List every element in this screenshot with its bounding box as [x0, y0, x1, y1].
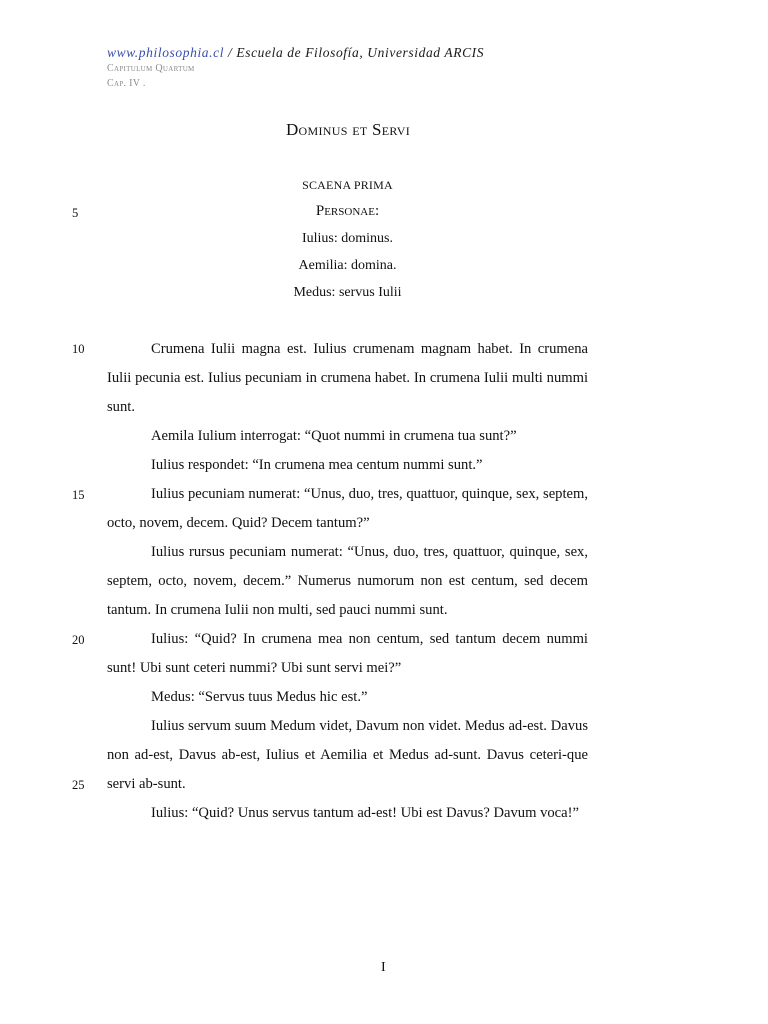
paragraph: Aemila Iulium interrogat: “Quot nummi in crumena tua sunt?”: [151, 428, 517, 444]
paragraph: Iulius: “Quid? In crumena mea non centum, sed tantum decem nummi sunt! Ubi sunt ceteri nummi? Ubi sunt servi mei?”: [107, 631, 588, 676]
page-number: I: [381, 960, 386, 975]
header-separator: /: [224, 45, 237, 60]
paragraph: Iulius rursus pecuniam numerat: “Unus, duo, tres, quattuor, quinque, sex, septem, octo, novem, decem.” Numerus numorum non est centum, sed decem tantum. In crumena Iulii non multi, sed pauci nummi sunt.: [107, 544, 588, 618]
cast-item: Iulius: dominus.: [301, 231, 393, 246]
line-number: 10: [72, 342, 85, 356]
paragraph: Iulius: “Quid? Unus servus tantum ad-est! Ubi est Davus? Davum voca!”: [151, 805, 579, 821]
paragraph: Crumena Iulii magna est. Iulius crumenam magnam habet. In crumena Iulii pecunia est. Iulius pecuniam in crumena habet. In crumena Iulii multi nummi sunt.: [107, 341, 588, 415]
personae-label: Personae:: [315, 203, 380, 219]
header-institution: Escuela de Filosofía, Universidad ARCIS: [236, 45, 485, 60]
site-link[interactable]: www.philosophia.cl: [107, 45, 225, 60]
line-number: 25: [72, 778, 85, 792]
header-cap: Cap. IV .: [107, 78, 146, 89]
scene-heading: SCAENA PRIMA: [302, 178, 393, 192]
header-chapter: Capitulum Quartum: [107, 63, 195, 74]
cast-item: Medus: servus Iulii: [293, 285, 402, 300]
running-header: [107, 45, 484, 91]
chapter-title: Dominus et Servi: [285, 120, 411, 139]
cast-item: Aemilia: domina.: [298, 258, 397, 273]
paragraph: Iulius servum suum Medum videt, Davum non videt. Medus ad-est. Davus non ad-est, Davus ab-est, Iulius et Aemilia et Medus ad-sunt. Davus ceteri-que servi ab-sunt.: [107, 718, 588, 792]
line-number: 5: [72, 206, 79, 220]
paragraph: Iulius pecuniam numerat: “Unus, duo, tres, quattuor, quinque, sex, septem, octo, novem, decem. Quid? Decem tantum?”: [107, 486, 588, 531]
header-source-line: [107, 45, 484, 61]
paragraph: Iulius respondet: “In crumena mea centum nummi sunt.”: [151, 457, 483, 473]
line-number: 20: [72, 633, 85, 647]
body-text: [107, 335, 588, 828]
line-number: 15: [72, 488, 85, 502]
paragraph: Medus: “Servus tuus Medus hic est.”: [151, 689, 368, 705]
